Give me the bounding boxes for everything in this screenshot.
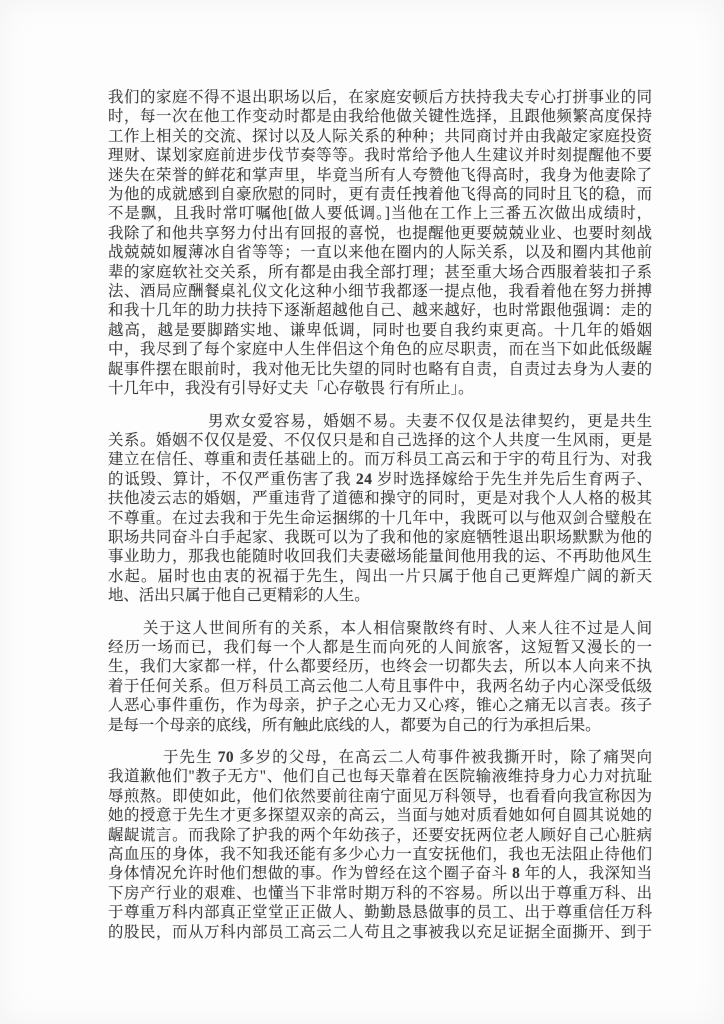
text-line: 于尊重万科内部真正堂堂正正做人、勤勤恳恳做事的员工、出于尊重信任万科 — [108, 904, 652, 922]
text-line: 迷失在荣誉的鲜花和掌声里，毕竟当所有人夸赞他飞得高时，我身为他妻除了 — [108, 166, 652, 184]
text-line: 战兢兢如履薄冰自省等等；一直以来他在圈内的人际关系，以及和圈内其他前 — [108, 244, 652, 262]
text-line: 理财、谋划家庭前进步伐节奏等等。我时常给予他人生建议并时刻提醒他不要 — [108, 147, 652, 165]
text-line: 经历一场而已，我们每一个人都是生而向死的人间旅客，这短暂又漫长的一 — [108, 638, 652, 656]
text-line: 建立在信任、尊重和责任基础上的。而万科员工高云和于宇的苟且行为、对我 — [108, 451, 652, 469]
text-line: 水起。届时也由衷的祝福于先生，闯出一片只属于他自己更辉煌广阔的新天 — [108, 567, 652, 585]
paragraph-4 — [108, 748, 652, 942]
text-line: 人恶心事件重伤，作为母亲，护子之心无力又心疼，锥心之痛无以言表。孩子 — [108, 697, 652, 715]
text-line: 不是飘，且我时常叮嘱他[做人要低调。]当他在工作上三番五次做出成绩时， — [108, 205, 652, 223]
text-line: 关系。婚姻不仅仅是爱、不仅仅只是和自己选择的这个人共度一生风雨，更是 — [108, 431, 652, 449]
text-line: 我们的家庭不得不退出职场以后，在家庭安顿后方扶持我夫专心打拼事业的同 — [108, 89, 652, 106]
text-line: 扶他凌云志的婚姻，严重违背了道德和操守的同时，更是对我个人人格的极其 — [108, 490, 652, 508]
text-line: 关于这人世间所有的关系，本人相信聚散终有时、人来人往不过是人间 — [143, 619, 652, 637]
text-line: 工作上相关的交流、探讨以及人际关系的种种；共同商讨并由我敲定家庭投资 — [108, 127, 652, 145]
text-line: 的股民，而从万科内部员工高云二人苟且之事被我以充足证据全面撕开、到于 — [108, 923, 652, 941]
text-line: 生，我们大家都一样，什么都要经历，也终会一切都失去，所以本人向来不执 — [108, 658, 652, 676]
paragraph-2 — [108, 412, 652, 606]
text-line: 十几年中，我没有引导好丈夫「心存敬畏 行有所止」。 — [108, 380, 474, 398]
text-line: 法、酒局应酬餐桌礼仪文化这种小细节我都逐一提点他，我看着他在努力拼搏 — [108, 283, 652, 301]
paragraph-3 — [108, 619, 652, 735]
text-line: 我道歉他们"教子无方"、他们自己也每天靠着在医院输液维持身力心力对抗耻 — [108, 768, 652, 786]
text-line: 为他的成就感到自豪欣慰的同时，更有责任拽着他飞得高的同时且飞的稳，而 — [108, 186, 652, 204]
text-line: 于先生 70 多岁的父母，在高云二人苟事件被我撕开时，除了痛哭向 — [163, 749, 652, 766]
text-line: 事业助力，那我也能随时收回我们夫妻磁场能量间他用我的运、不再助他风生 — [108, 548, 652, 566]
text-line: 地、活出只属于他自己更精彩的人生。 — [108, 587, 370, 605]
text-line: 男欢女爱容易，婚姻不易。夫妻不仅仅是法律契约，更是共生 — [208, 412, 652, 430]
text-line: 着于任何关系。但万科员工高云他二人苟且事件中，我两名幼子内心深受低级 — [108, 677, 652, 695]
text-line: 辱煎熬。即使如此，他们依然要前往南宁面见万科领导，也看看向我宣称因为 — [108, 787, 652, 805]
text-line: 中，我尽到了每个家庭中人生伴侣这个角色的应尽职责，而在当下如此低级龌 — [108, 341, 652, 359]
text-line: 时，每一次在他工作变动时都是由我给他做关键性选择，且跟他频繁高度保持 — [108, 108, 652, 126]
paragraph-1 — [108, 88, 652, 399]
text-line: 不尊重。在过去我和于先生命运捆绑的十几年中，我既可以与他双剑合璧般在 — [108, 509, 652, 527]
letter-body — [108, 88, 652, 955]
text-line: 龌龊谎言。而我除了护我的两个年幼孩子，还要安抚两位老人顾好自己心脏病 — [108, 826, 652, 844]
text-line: 是每一个母亲的底线，所有触此底线的人，都要为自己的行为承担后果。 — [108, 716, 601, 734]
text-line: 身体情况允许时他们想做的事。作为曾经在这个圈子奋斗 8 年的人，我深知当 — [108, 865, 652, 883]
text-line: 和我十几年的助力扶持下逐渐超越他自己、越来越好，也时常跟他强调：走的 — [108, 302, 652, 320]
text-line: 的诋毁、算计，不仅严重伤害了我 24 岁时选择嫁给于先生并先后生育两子、 — [108, 470, 652, 488]
text-line: 越高，越是要脚踏实地、谦卑低调，同时也要自我约束更高。十几年的婚姻 — [108, 321, 652, 339]
text-line: 高血压的身体，我不知我还能有多少心力一直安抚他们，我也无法阻止待他们 — [108, 846, 652, 864]
text-line: 龊事件摆在眼前时，我对他无比失望的同时也略有自责，自责过去身为人妻的 — [108, 360, 652, 378]
text-line: 职场共同奋斗白手起家、我既可以为了我和他的家庭牺牲退出职场默默为他的 — [108, 528, 652, 546]
text-line: 辈的家庭软社交关系，所有都是由我全部打理；甚至重大场合西服着装扣子系 — [108, 263, 652, 281]
text-line: 我除了和他共享努力付出有回报的喜悦，也提醒他更要兢兢业业、也要时刻战 — [108, 224, 652, 242]
text-line: 下房产行业的艰难、也懂当下非常时期万科的不容易。所以出于尊重万科、出 — [108, 884, 652, 902]
text-line: 她的授意于先生才更多探望双亲的高云，当面与她对质看她如何自圆其说她的 — [108, 807, 652, 825]
